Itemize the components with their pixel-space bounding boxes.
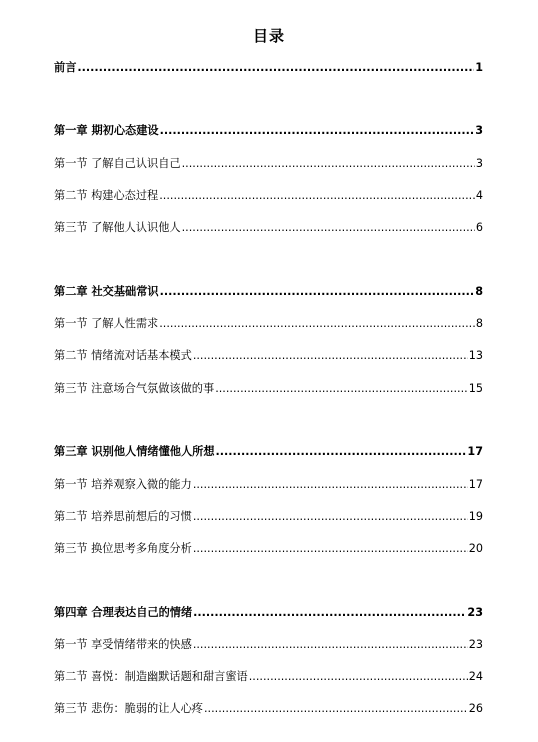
toc-entry-text: 第二节 情绪流对话基本模式 bbox=[54, 349, 192, 362]
toc-page-number: 17 bbox=[468, 478, 483, 491]
toc-entry-text: 第三节 了解他人认识他人 bbox=[54, 221, 181, 234]
dot-leader bbox=[77, 59, 474, 77]
dot-leader bbox=[204, 700, 468, 718]
toc-entry-chapter-2[interactable] bbox=[54, 283, 483, 301]
toc-entry-section-2-2[interactable] bbox=[54, 347, 483, 365]
toc-entry-text: 第三章 识别他人情绪懂他人所想 bbox=[54, 445, 215, 458]
toc-entry-section-1-1[interactable] bbox=[54, 155, 483, 173]
toc-page-number: 8 bbox=[475, 317, 483, 330]
toc-entry-chapter-4[interactable] bbox=[54, 604, 483, 622]
toc-entry-text: 第四章 合理表达自己的情绪 bbox=[54, 606, 193, 619]
dot-leader bbox=[182, 155, 475, 173]
dot-leader bbox=[193, 540, 468, 558]
toc-entry-text: 第二章 社交基础常识 bbox=[54, 285, 159, 298]
dot-leader bbox=[193, 636, 468, 654]
dot-leader bbox=[160, 283, 475, 301]
toc-entry-text: 第一节 了解自己认识自己 bbox=[54, 157, 181, 170]
toc-page-number: 15 bbox=[468, 382, 483, 395]
toc-entry-text: 第一节 享受情绪带来的快感 bbox=[54, 638, 192, 651]
toc-entry-chapter-1[interactable] bbox=[54, 122, 483, 140]
toc-page-number: 8 bbox=[475, 285, 483, 298]
toc-title: 目录 bbox=[252, 27, 285, 45]
toc-entry-text: 第三节 注意场合气氛做该做的事 bbox=[54, 382, 215, 395]
dot-leader bbox=[193, 347, 468, 365]
toc-entry-text: 前言 bbox=[54, 61, 77, 74]
toc-page-number: 20 bbox=[468, 542, 483, 555]
toc-entry-section-1-2[interactable] bbox=[54, 187, 483, 205]
toc-page-number: 19 bbox=[468, 510, 483, 523]
dot-leader bbox=[159, 315, 475, 333]
dot-leader bbox=[216, 443, 467, 461]
dot-leader bbox=[159, 187, 475, 205]
toc-entry-section-3-2[interactable] bbox=[54, 508, 483, 526]
toc-entry-text: 第三节 悲伤：脆弱的让人心疼 bbox=[54, 702, 203, 715]
toc-entry-text: 第一章 期初心态建设 bbox=[54, 124, 159, 137]
toc-page-number: 26 bbox=[468, 702, 483, 715]
toc-entry-chapter-3[interactable] bbox=[54, 443, 483, 461]
dot-leader bbox=[193, 476, 468, 494]
toc-page-number: 3 bbox=[475, 124, 483, 137]
toc-page-number: 23 bbox=[468, 638, 483, 651]
toc-entry-preface[interactable] bbox=[54, 59, 483, 77]
toc-page-number: 23 bbox=[467, 606, 483, 619]
toc-page-number: 13 bbox=[468, 349, 483, 362]
toc-page-number: 4 bbox=[475, 189, 483, 202]
toc-entry-section-4-2[interactable] bbox=[54, 668, 483, 686]
toc-entry-text: 第二节 喜悦：制造幽默话题和甜言蜜语 bbox=[54, 670, 248, 683]
dot-leader bbox=[182, 219, 475, 237]
toc-entry-text: 第一节 培养观察入微的能力 bbox=[54, 478, 192, 491]
dot-leader bbox=[193, 508, 468, 526]
toc-page-number: 3 bbox=[475, 157, 483, 170]
toc-entry-text: 第二节 培养思前想后的习惯 bbox=[54, 510, 192, 523]
dot-leader bbox=[215, 380, 468, 398]
dot-leader bbox=[160, 122, 475, 140]
toc-entry-text: 第三节 换位思考多角度分析 bbox=[54, 542, 192, 555]
toc-entry-section-3-3[interactable] bbox=[54, 540, 483, 558]
toc-entry-section-4-1[interactable] bbox=[54, 636, 483, 654]
dot-leader bbox=[249, 668, 468, 686]
toc-entry-section-1-3[interactable] bbox=[54, 219, 483, 237]
toc-page-number: 6 bbox=[475, 221, 483, 234]
toc-entry-section-4-3[interactable] bbox=[54, 700, 483, 718]
toc-entry-text: 第二节 构建心态过程 bbox=[54, 189, 159, 202]
toc-page-number: 17 bbox=[467, 445, 483, 458]
toc-page-number: 24 bbox=[468, 670, 483, 683]
toc-entry-section-2-1[interactable] bbox=[54, 315, 483, 333]
toc-page-number: 1 bbox=[475, 61, 483, 74]
dot-leader bbox=[193, 604, 466, 622]
toc-entry-section-3-1[interactable] bbox=[54, 476, 483, 494]
toc-entry-section-2-3[interactable] bbox=[54, 380, 483, 398]
toc-entry-text: 第一节 了解人性需求 bbox=[54, 317, 159, 330]
